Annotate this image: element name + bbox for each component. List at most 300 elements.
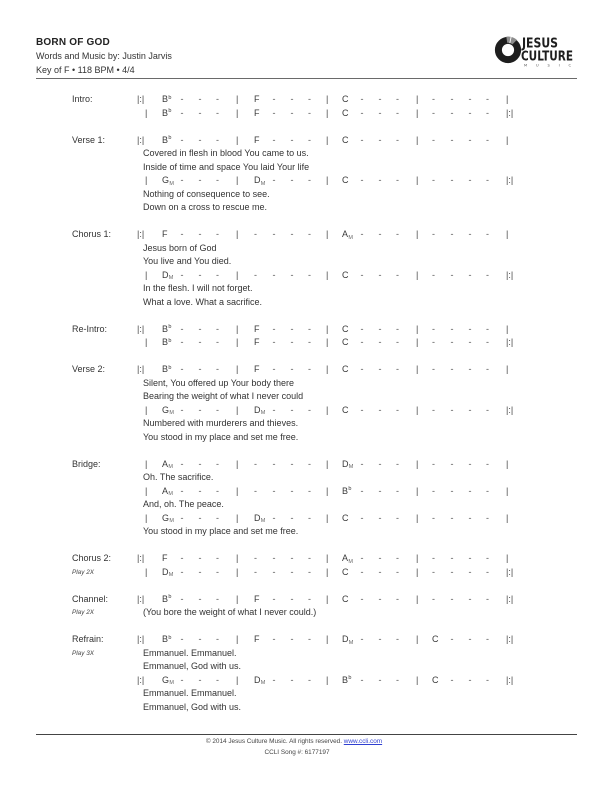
chord-row xyxy=(0,107,612,121)
beat-dash: - xyxy=(254,229,257,239)
bar-line: | xyxy=(236,485,239,496)
beat-dash: - xyxy=(450,323,454,334)
lyric-row xyxy=(0,296,612,310)
lyric-row xyxy=(0,701,612,715)
beat-dash: - xyxy=(272,364,276,374)
beat-dash: - xyxy=(216,337,219,347)
beat-dash: - xyxy=(272,485,276,496)
beat-dash: - xyxy=(272,458,276,469)
beat-dash: - xyxy=(486,566,489,577)
chord-root: C xyxy=(342,107,349,118)
beat-dash: - xyxy=(396,175,399,185)
chord-row xyxy=(0,336,612,350)
chord xyxy=(254,336,260,350)
beat-dash: - xyxy=(468,458,472,469)
beat-dash: - xyxy=(396,674,399,685)
chord-root: A xyxy=(162,458,169,469)
beat-dash: - xyxy=(198,593,202,604)
lyric-row xyxy=(0,606,612,620)
beat-dash: - xyxy=(486,634,489,644)
beat-dash: - xyxy=(290,566,294,577)
chord xyxy=(342,363,349,377)
beat-dash: - xyxy=(180,566,184,577)
bar-line: | xyxy=(236,229,239,239)
lyric-line: Emmanuel. Emmanuel. xyxy=(143,688,237,698)
beat-dash: - xyxy=(396,458,399,469)
beat-dash: - xyxy=(216,269,219,280)
beat-dash: - xyxy=(468,674,472,685)
chord-root: D xyxy=(254,674,261,685)
bar-line: | xyxy=(145,458,148,469)
bar-line: | xyxy=(506,229,509,239)
section-label: Re-Intro: xyxy=(72,323,108,334)
beat-dash: - xyxy=(198,458,202,469)
beat-dash: - xyxy=(360,553,364,563)
song-key-tempo-meter: Key of F • 118 BPM • 4/4 xyxy=(36,65,135,75)
bar-line: | xyxy=(236,337,239,347)
beat-dash: - xyxy=(396,593,399,604)
lyric-line: Bearing the weight of what I never could xyxy=(143,391,304,401)
lyric-row xyxy=(0,242,612,256)
section-channel xyxy=(0,593,612,620)
beat-dash: - xyxy=(308,323,311,334)
beat-dash: - xyxy=(360,323,364,334)
beat-dash: - xyxy=(468,566,472,577)
beat-dash: - xyxy=(396,566,399,577)
beat-dash: - xyxy=(290,404,294,415)
chord-quality: M xyxy=(260,180,266,187)
bar-line: | xyxy=(326,94,329,104)
chord-root: G xyxy=(162,512,170,523)
beat-dash: - xyxy=(180,337,184,347)
beat-dash: - xyxy=(180,107,184,118)
beat-dash: - xyxy=(290,553,294,563)
chord-root: G xyxy=(162,674,170,685)
section-label: Bridge: xyxy=(72,458,101,469)
bar-line: | xyxy=(236,134,239,145)
beat-dash: - xyxy=(308,458,311,469)
chord-quality: M xyxy=(169,518,174,524)
beat-dash: - xyxy=(396,94,399,104)
beat-dash: - xyxy=(216,674,219,685)
beat-dash: - xyxy=(254,269,257,280)
beat-dash: - xyxy=(450,593,454,604)
chord xyxy=(342,93,349,107)
chord-flat: b xyxy=(168,337,172,344)
beat-dash: - xyxy=(216,512,219,523)
header-divider xyxy=(36,78,577,79)
logo-text-jesus: JESUS xyxy=(521,36,558,52)
beat-dash: - xyxy=(198,337,202,347)
bar-line: | xyxy=(326,485,329,496)
chord-root: F xyxy=(254,337,260,347)
beat-dash: - xyxy=(396,323,399,334)
beat-dash: - xyxy=(468,107,472,118)
beat-dash: - xyxy=(254,458,257,469)
chord-root: F xyxy=(254,323,260,334)
bar-line: | xyxy=(236,107,239,118)
chord xyxy=(162,228,168,242)
beat-dash: - xyxy=(378,269,382,280)
beat-dash: - xyxy=(360,337,364,347)
section-bridge xyxy=(0,458,612,539)
beat-dash: - xyxy=(360,634,364,644)
repeat-start: |:| xyxy=(137,634,145,644)
beat-dash: - xyxy=(396,485,399,496)
lyric-line: Down on a cross to rescue me. xyxy=(143,202,268,212)
beat-dash: - xyxy=(290,269,294,280)
section-re-intro xyxy=(0,323,612,350)
bar-line: | xyxy=(416,674,419,685)
chord-root: F xyxy=(254,634,260,644)
chord-row xyxy=(0,552,612,566)
beat-dash: - xyxy=(308,553,311,563)
bar-line: | xyxy=(416,404,419,415)
lyric-row xyxy=(0,525,612,539)
beat-dash: - xyxy=(180,593,184,604)
beat-dash: - xyxy=(308,337,311,347)
beat-dash: - xyxy=(468,175,472,185)
bar-line: | xyxy=(145,404,148,415)
beat-dash: - xyxy=(272,593,276,604)
bar-line: | xyxy=(506,512,509,523)
beat-dash: - xyxy=(198,364,202,374)
repeat-end: |:| xyxy=(506,175,514,185)
beat-dash: - xyxy=(216,323,219,334)
chord-flat: b xyxy=(168,108,172,114)
beat-dash: - xyxy=(396,553,399,563)
repeat-end: |:| xyxy=(506,269,514,280)
chord-row xyxy=(0,134,612,148)
beat-dash: - xyxy=(450,485,454,496)
chord-root: D xyxy=(254,512,261,523)
chord xyxy=(342,512,349,526)
chord-root: C xyxy=(342,512,349,523)
beat-dash: - xyxy=(198,269,202,280)
beat-dash: - xyxy=(198,553,202,563)
beat-dash: - xyxy=(198,566,202,577)
bar-line: | xyxy=(506,323,509,334)
beat-dash: - xyxy=(216,229,219,239)
section-chorus-1 xyxy=(0,228,612,309)
chord xyxy=(254,633,260,647)
chord xyxy=(432,674,439,688)
beat-dash: - xyxy=(308,107,311,118)
beat-dash: - xyxy=(198,674,202,685)
chord-root: B xyxy=(162,593,169,604)
bar-line: | xyxy=(326,634,329,644)
beat-dash: - xyxy=(432,553,435,563)
beat-dash: - xyxy=(180,323,184,334)
chord-quality: M xyxy=(169,180,174,187)
bar-line: | xyxy=(506,364,509,374)
song-credits: Words and Music by: Justin Jarvis xyxy=(36,51,172,61)
beat-dash: - xyxy=(198,175,202,185)
chord-row xyxy=(0,228,612,242)
beat-dash: - xyxy=(308,364,311,374)
section-label: Intro: xyxy=(72,94,93,104)
lyric-row xyxy=(0,647,612,661)
chord-quality: M xyxy=(168,572,174,578)
lyric-row xyxy=(0,255,612,269)
section-intro xyxy=(0,93,612,120)
chord-root: C xyxy=(342,323,349,334)
beat-dash: - xyxy=(432,364,435,374)
chord xyxy=(162,566,173,582)
chord-root: C xyxy=(342,269,349,280)
beat-dash: - xyxy=(308,512,311,523)
bar-line: | xyxy=(236,593,239,604)
chord-quality: M xyxy=(348,234,353,241)
beat-dash: - xyxy=(468,364,472,374)
chord-quality: M xyxy=(260,410,266,416)
chord-root: F xyxy=(254,364,260,374)
chord-root: F xyxy=(254,593,260,604)
beat-dash: - xyxy=(378,134,382,145)
beat-dash: - xyxy=(360,485,364,496)
section-refrain xyxy=(0,633,612,714)
bar-line: | xyxy=(416,512,419,523)
beat-dash: - xyxy=(272,404,276,415)
chord-quality: M xyxy=(168,275,174,281)
bar-line: | xyxy=(326,134,329,145)
chord xyxy=(254,593,260,607)
beat-dash: - xyxy=(360,512,364,523)
beat-dash: - xyxy=(272,107,276,118)
bar-line: | xyxy=(145,485,148,496)
beat-dash: - xyxy=(272,229,276,239)
song-title: BORN OF GOD xyxy=(36,37,110,48)
chord-root: C xyxy=(342,364,349,374)
beat-dash: - xyxy=(468,134,472,145)
repeat-end: |:| xyxy=(506,337,514,347)
chord-root: F xyxy=(254,94,260,104)
repeat-start: |:| xyxy=(137,323,145,334)
beat-dash: - xyxy=(378,512,382,523)
bar-line: | xyxy=(416,458,419,469)
chord-root: C xyxy=(432,634,439,644)
chord-row xyxy=(0,566,612,580)
chord-root: G xyxy=(162,175,170,185)
beat-dash: - xyxy=(486,512,489,523)
beat-dash: - xyxy=(272,269,276,280)
record-ring-icon xyxy=(498,36,517,59)
beat-dash: - xyxy=(396,634,399,644)
section-label: Verse 1: xyxy=(72,134,106,145)
chord-root: D xyxy=(162,566,169,577)
beat-dash: - xyxy=(290,634,294,644)
bar-line: | xyxy=(145,566,148,577)
beat-dash: - xyxy=(450,674,454,685)
chord-quality: M xyxy=(169,410,174,416)
chord-root: D xyxy=(254,175,261,185)
beat-dash: - xyxy=(450,337,454,347)
beat-dash: - xyxy=(308,94,311,104)
chord-row xyxy=(0,485,612,499)
chord-row xyxy=(0,323,612,337)
beat-dash: - xyxy=(486,553,489,563)
copyright-text: © 2014 Jesus Culture Music. All rights reserved. xyxy=(205,738,344,745)
beat-dash: - xyxy=(468,553,472,563)
beat-dash: - xyxy=(450,107,454,118)
footer-divider xyxy=(36,734,577,735)
chord-root: B xyxy=(162,134,169,145)
bar-line: | xyxy=(416,634,419,644)
beat-dash: - xyxy=(396,512,399,523)
beat-dash: - xyxy=(450,634,454,644)
bar-line: | xyxy=(416,229,419,239)
beat-dash: - xyxy=(254,553,257,563)
beat-dash: - xyxy=(468,94,472,104)
bar-line: | xyxy=(416,566,419,577)
lyric-line: Silent, You offered up Your body there xyxy=(143,377,294,388)
beat-dash: - xyxy=(378,404,382,415)
repeat-end: |:| xyxy=(506,566,514,577)
bar-line: | xyxy=(416,323,419,334)
bar-line: | xyxy=(236,566,239,577)
lyric-line: What a love. What a sacrifice. xyxy=(143,296,263,307)
beat-dash: - xyxy=(272,175,276,185)
beat-dash: - xyxy=(308,674,311,685)
beat-dash: - xyxy=(216,364,219,374)
beat-dash: - xyxy=(290,134,294,145)
beat-dash: - xyxy=(198,134,202,145)
chord-root: C xyxy=(342,175,349,185)
bar-line: | xyxy=(416,553,419,563)
beat-dash: - xyxy=(290,94,294,104)
chord-row xyxy=(0,174,612,188)
beat-dash: - xyxy=(308,634,311,644)
chord xyxy=(162,107,171,123)
chord-root: C xyxy=(342,134,349,145)
beat-dash: - xyxy=(486,593,489,604)
bar-line: | xyxy=(326,674,329,685)
repeat-start: |:| xyxy=(137,134,145,145)
beat-dash: - xyxy=(216,404,219,415)
beat-dash: - xyxy=(486,364,489,374)
beat-dash: - xyxy=(378,634,382,644)
section-label: Chorus 2: xyxy=(72,553,112,563)
beat-dash: - xyxy=(360,94,364,104)
chord-flat: b xyxy=(168,324,172,330)
bar-line: | xyxy=(236,404,239,415)
bar-line: | xyxy=(416,175,419,185)
bar-line: | xyxy=(236,269,239,280)
beat-dash: - xyxy=(198,229,202,239)
beat-dash: - xyxy=(290,107,294,118)
lyric-line: Covered in flesh in blood You came to us. xyxy=(143,148,309,158)
beat-dash: - xyxy=(378,337,382,347)
repeat-end: |:| xyxy=(506,674,514,685)
lyric-line: Inside of time and space You laid Your life xyxy=(143,161,310,172)
beat-dash: - xyxy=(308,175,311,185)
beat-dash: - xyxy=(216,593,219,604)
beat-dash: - xyxy=(468,512,472,523)
ccli-link[interactable]: www.ccli.com xyxy=(343,738,383,745)
bar-line: | xyxy=(326,593,329,604)
lyric-line: Emmanuel, God with us. xyxy=(143,661,242,671)
bar-line: | xyxy=(236,364,239,374)
beat-dash: - xyxy=(396,337,399,347)
chord-root: F xyxy=(162,553,168,563)
chord xyxy=(342,269,349,283)
beat-dash: - xyxy=(378,323,382,334)
beat-dash: - xyxy=(308,269,311,280)
lyric-line: Emmanuel. Emmanuel. xyxy=(143,647,237,658)
chord-row xyxy=(0,363,612,377)
bar-line: | xyxy=(326,458,329,469)
beat-dash: - xyxy=(432,485,435,496)
beat-dash: - xyxy=(432,229,435,239)
beat-dash: - xyxy=(378,566,382,577)
repeat-end: |:| xyxy=(506,634,514,644)
beat-dash: - xyxy=(486,175,489,185)
beat-dash: - xyxy=(396,107,399,118)
section-label: Refrain: xyxy=(72,634,104,644)
beat-dash: - xyxy=(432,337,435,347)
beat-dash: - xyxy=(308,485,311,496)
chord-quality: M xyxy=(169,680,174,686)
beat-dash: - xyxy=(198,107,202,118)
beat-dash: - xyxy=(450,94,454,104)
beat-dash: - xyxy=(432,512,435,523)
chord-row xyxy=(0,269,612,283)
repeat-note: Play 2X xyxy=(72,568,95,576)
beat-dash: - xyxy=(290,323,294,334)
chord-root: D xyxy=(342,458,349,469)
chord-root: C xyxy=(342,566,349,577)
beat-dash: - xyxy=(432,593,435,604)
chord-root: F xyxy=(254,134,260,145)
lyric-line: You stood in my place and set me free. xyxy=(143,526,299,536)
chord-root: A xyxy=(162,485,169,496)
beat-dash: - xyxy=(180,512,184,523)
repeat-start: |:| xyxy=(137,553,145,563)
beat-dash: - xyxy=(378,175,382,185)
beat-dash: - xyxy=(450,566,454,577)
beat-dash: - xyxy=(272,634,276,644)
beat-dash: - xyxy=(486,674,489,685)
lyric-row xyxy=(0,417,612,431)
chord-root: B xyxy=(162,364,169,374)
beat-dash: - xyxy=(360,107,364,118)
chord-chart xyxy=(0,93,612,728)
beat-dash: - xyxy=(290,593,294,604)
chord-root: B xyxy=(162,94,169,104)
beat-dash: - xyxy=(432,94,435,104)
chord xyxy=(342,336,349,350)
beat-dash: - xyxy=(308,134,311,145)
beat-dash: - xyxy=(290,674,294,685)
jesus-culture-music-logo xyxy=(493,33,579,69)
beat-dash: - xyxy=(308,404,311,415)
beat-dash: - xyxy=(378,458,382,469)
beat-dash: - xyxy=(180,364,184,374)
repeat-start: |:| xyxy=(137,674,145,685)
section-verse-1 xyxy=(0,134,612,215)
lyric-row xyxy=(0,687,612,701)
beat-dash: - xyxy=(450,364,454,374)
bar-line: | xyxy=(416,364,419,374)
chord-root: B xyxy=(342,485,349,496)
bar-line: | xyxy=(236,512,239,523)
chord-flat: b xyxy=(168,94,172,101)
chord-root: D xyxy=(342,634,349,644)
bar-line: | xyxy=(145,337,148,347)
chord xyxy=(162,552,168,566)
beat-dash: - xyxy=(486,134,489,145)
beat-dash: - xyxy=(216,634,219,644)
